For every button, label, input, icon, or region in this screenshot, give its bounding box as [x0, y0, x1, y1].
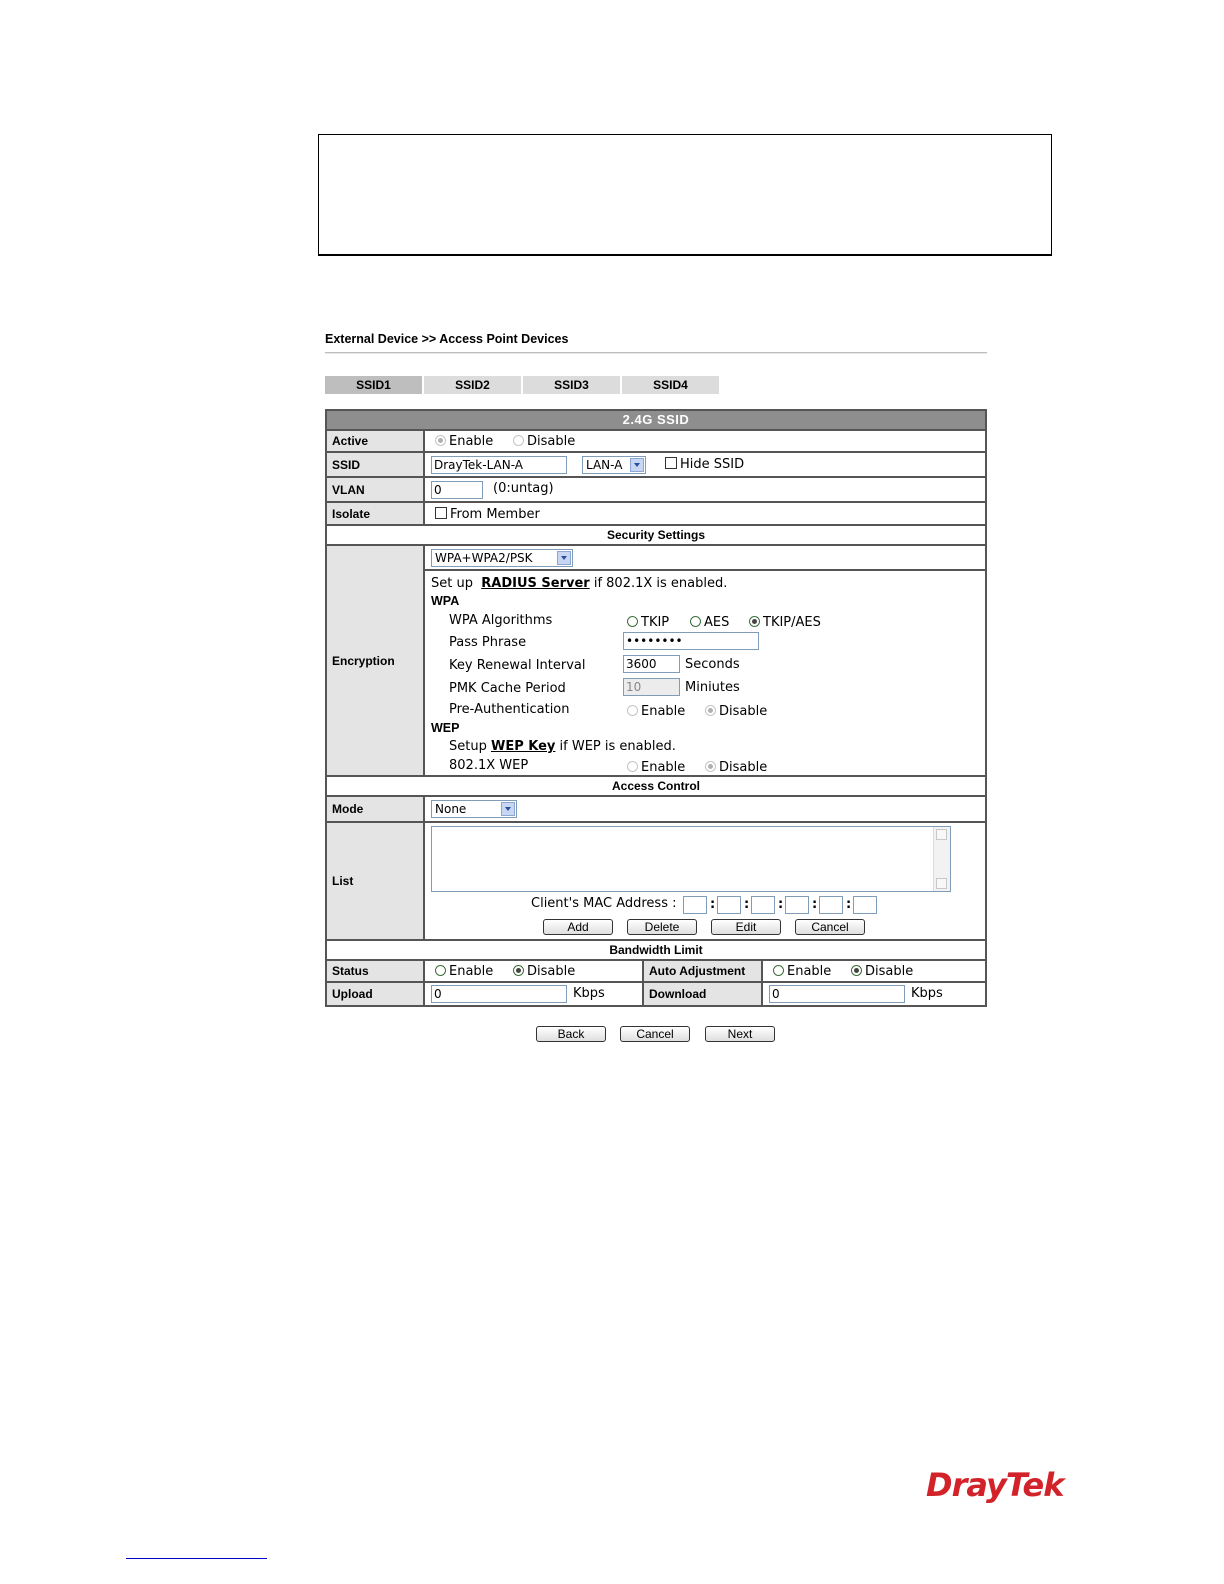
alg-tkipaes-radio[interactable]: TKIP/AES: [749, 615, 821, 630]
edit-button[interactable]: Edit: [711, 919, 781, 935]
mac-octet-2-input[interactable]: [717, 896, 741, 914]
row-encryption: [327, 546, 985, 777]
status-enable-radio[interactable]: Enable: [435, 964, 493, 979]
wpa-heading: WPA: [431, 594, 460, 608]
list-scrollbar[interactable]: [933, 827, 950, 891]
mode-label: Mode: [327, 797, 425, 821]
row-vlan: [327, 478, 985, 503]
download-unit: Kbps: [911, 986, 943, 1001]
renewal-input[interactable]: 3600: [623, 655, 680, 673]
bandwidth-section-title: Bandwidth Limit: [327, 941, 985, 961]
preauth-label: Pre-Authentication: [449, 702, 570, 717]
preauth-disable-radio[interactable]: Disable: [705, 704, 767, 719]
panel-title: 2.4G SSID: [327, 411, 985, 431]
tab-ssid1[interactable]: SSID1: [325, 376, 422, 394]
row-status: [327, 961, 985, 983]
wep8021x-enable-radio[interactable]: Enable: [627, 760, 685, 775]
back-button[interactable]: Back: [536, 1026, 606, 1042]
ssid-input[interactable]: DrayTek-LAN-A: [431, 456, 567, 474]
access-section-title: Access Control: [327, 777, 985, 797]
row-mode: [327, 797, 985, 823]
scroll-up-icon[interactable]: [936, 829, 947, 840]
chevron-down-icon: [630, 458, 644, 472]
ssid-panel: [325, 409, 987, 1007]
status-label: Status: [327, 961, 425, 981]
mac-octet-3-input[interactable]: [751, 896, 775, 914]
row-upload: [327, 983, 985, 1005]
wep-key-link[interactable]: WEP Key: [490, 739, 556, 754]
download-input[interactable]: 0: [769, 985, 905, 1003]
alg-tkip-radio[interactable]: TKIP: [627, 615, 669, 630]
add-button[interactable]: Add: [543, 919, 613, 935]
row-active: [327, 431, 985, 453]
chevron-down-icon: [557, 551, 571, 565]
vlan-hint: (0:untag): [493, 481, 554, 496]
mac-octet-6-input[interactable]: [853, 896, 877, 914]
radius-note: Set up RADIUS Server if 802.1X is enabled.: [431, 576, 728, 591]
auto-adjustment-label: Auto Adjustment: [642, 961, 763, 981]
lan-select[interactable]: LAN-A: [582, 456, 646, 474]
ssid-tabs: [325, 376, 721, 394]
wep-note: Setup WEP Key if WEP is enabled.: [449, 739, 676, 754]
mac-octet-4-input[interactable]: [785, 896, 809, 914]
mac-octet-5-input[interactable]: [819, 896, 843, 914]
chevron-down-icon: [501, 802, 515, 816]
isolate-member-checkbox[interactable]: From Member: [435, 507, 540, 522]
pmk-unit: Miniutes: [685, 680, 740, 695]
divider: [325, 352, 987, 354]
status-disable-radio[interactable]: Disable: [513, 964, 575, 979]
preauth-enable-radio[interactable]: Enable: [627, 704, 685, 719]
renewal-unit: Seconds: [685, 657, 740, 672]
cancel-button[interactable]: Cancel: [620, 1026, 690, 1042]
upload-input[interactable]: 0: [431, 985, 567, 1003]
alg-aes-radio[interactable]: AES: [690, 615, 729, 630]
tab-ssid4[interactable]: SSID4: [622, 376, 719, 394]
list-label: List: [327, 823, 425, 939]
security-section-title: Security Settings: [327, 526, 985, 546]
encryption-label: Encryption: [327, 546, 425, 775]
row-list: List Client's MAC Address : : : : : : Add Delete Edit Cancel: [327, 823, 985, 941]
row-isolate: [327, 503, 985, 526]
delete-button[interactable]: Delete: [627, 919, 697, 935]
upload-label: Upload: [327, 983, 425, 1005]
pmk-input[interactable]: 10: [623, 678, 680, 696]
auto-disable-radio[interactable]: Disable: [851, 964, 913, 979]
tab-ssid2[interactable]: SSID2: [424, 376, 521, 394]
ssid-label: SSID: [327, 453, 425, 476]
mac-address-label: Client's MAC Address :: [531, 896, 677, 911]
next-button[interactable]: Next: [705, 1026, 775, 1042]
wep-heading: WEP: [431, 721, 460, 735]
pmk-label: PMK Cache Period: [449, 681, 566, 696]
download-label: Download: [642, 983, 763, 1005]
wpa-algorithms-label: WPA Algorithms: [449, 613, 553, 628]
row-ssid: [327, 453, 985, 478]
wep8021x-disable-radio[interactable]: Disable: [705, 760, 767, 775]
wep8021x-label: 802.1X WEP: [449, 758, 529, 773]
draytek-logo: DrayTek: [926, 1466, 1064, 1504]
hide-ssid-checkbox[interactable]: Hide SSID: [665, 457, 744, 472]
mac-list-textarea[interactable]: [431, 826, 951, 892]
renewal-label: Key Renewal Interval: [449, 658, 586, 673]
active-disable-radio[interactable]: Disable: [513, 434, 575, 449]
tab-ssid3[interactable]: SSID3: [523, 376, 620, 394]
encryption-mode-select[interactable]: WPA+WPA2/PSK: [431, 549, 573, 567]
vlan-input[interactable]: 0: [431, 481, 483, 499]
auto-enable-radio[interactable]: Enable: [773, 964, 831, 979]
passphrase-input[interactable]: ••••••••: [623, 632, 759, 650]
breadcrumb: External Device >> Access Point Devices: [325, 332, 569, 346]
vlan-label: VLAN: [327, 478, 425, 501]
radius-server-link[interactable]: RADIUS Server: [481, 576, 590, 591]
scroll-down-icon[interactable]: [936, 878, 947, 889]
passphrase-label: Pass Phrase: [449, 635, 527, 650]
list-cancel-button[interactable]: Cancel: [795, 919, 865, 935]
mac-octet-1-input[interactable]: [683, 896, 707, 914]
access-mode-select[interactable]: None: [431, 800, 517, 818]
isolate-label: Isolate: [327, 503, 425, 524]
upload-unit: Kbps: [573, 986, 605, 1001]
footer-link-underline: [126, 1558, 267, 1559]
note-box: [318, 134, 1052, 256]
active-label: Active: [327, 431, 425, 451]
active-enable-radio[interactable]: Enable: [435, 434, 493, 449]
